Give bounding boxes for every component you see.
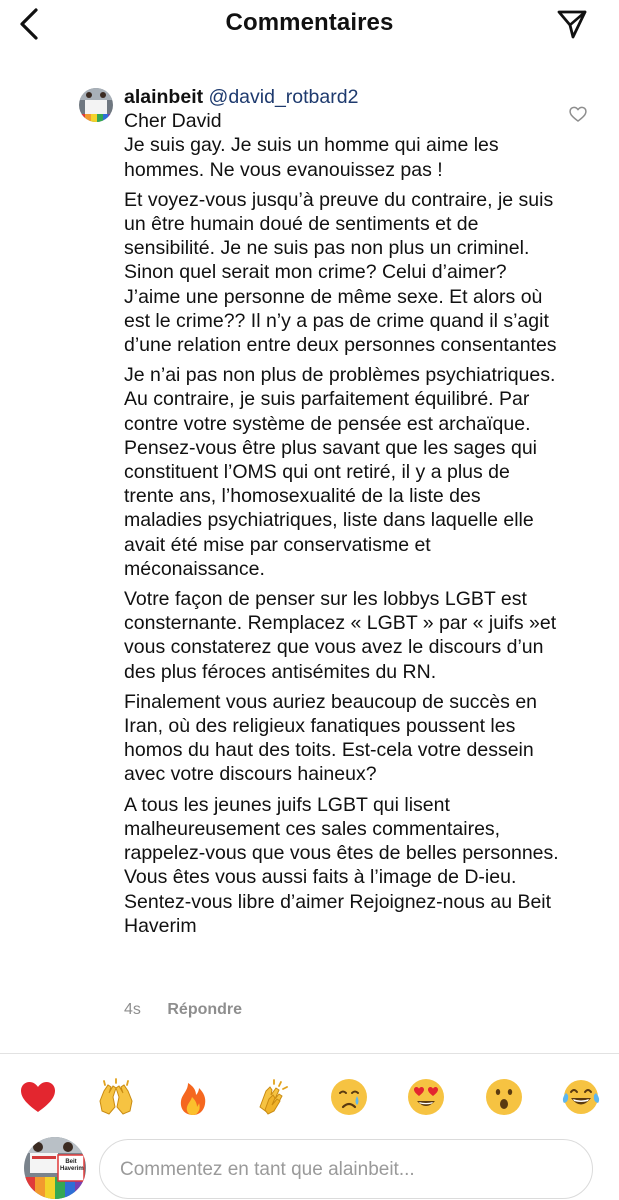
user-avatar[interactable] [24,1137,86,1199]
divider [0,1053,619,1054]
avatar-badge-text: Beit Haverim [60,1159,84,1172]
comment-paragraph: Votre façon de penser sur les lobbys LGBT est consternante. Remplacez « LGBT » par « juifs »et vous constaterez que vous avez le discours d’un des plus féroces antisémites du RN. [124,588,557,683]
comment-paragraph: Je n’ai pas non plus de problèmes psychiatriques. Au contraire, je suis parfaitement équilibré. Par contre votre système de pensée est archaïque. Pensez-vous être plus savant que les sages qui constituent l’OMS qui ont retiré, il y a plus de trente ans, l’homosexualité de la liste des maladies psychiatriques, liste dans laquelle elle avait été mise par conservatisme et méconaissance. [124,364,556,580]
comment-header [124,85,564,109]
comment-paragraph: Finalement vous auriez beaucoup de succès en Iran, où des religieux fanatiques poussent les homos du haut des toits. Est-cela votre dessein avec votre discours haineux? [124,690,538,786]
heart-emoji-icon[interactable] [18,1077,58,1117]
fire-emoji-icon[interactable] [173,1077,213,1117]
comment-input[interactable] [118,1152,572,1188]
comment-mention[interactable]: @david_rotbard2 [208,86,359,108]
comment-paragraph: Cher David [124,110,222,133]
comment-author[interactable]: alainbeit [124,86,204,108]
surprised-face-emoji-icon[interactable] [484,1077,524,1117]
tears-of-joy-emoji-icon[interactable] [561,1077,601,1117]
top-bar [0,0,619,48]
comment-paragraph: Je suis gay. Je suis un homme qui aime les hommes. Ne vous evanouissez pas ! [124,134,499,181]
comment-composer[interactable] [99,1139,593,1199]
heart-eyes-emoji-icon[interactable] [406,1077,446,1117]
heart-outline-icon[interactable] [568,104,588,124]
paper-plane-icon[interactable] [556,8,588,40]
comment-meta [124,1001,242,1019]
page-title: Commentaires [225,9,394,36]
clapping-hands-emoji-icon[interactable] [252,1077,292,1117]
reply-button[interactable]: Répondre [167,1001,243,1018]
comment-body [124,85,564,944]
comment-timestamp: 4s [124,1001,141,1018]
comment-paragraph: Et voyez-vous jusqu’à preuve du contraire, je suis un être humain doué de sentiments et de sensibilité. Je ne suis pas non plus un criminel. Sinon quel serait mon crime? Celui d’aimer? J’aime une personne de même sexe. Et alors où est le crime?? Il n’y a pas de crime quand il s’agit d’une relation entre deux personnes consentantes [124,188,557,357]
avatar-image [79,88,113,122]
comment-paragraph: A tous les jeunes juifs LGBT qui lisent malheureusement ces sales commentaires, rappelez-vous que vous êtes de belles personnes. Vous êtes vous aussi faits à l’image de D-ieu. Sentez-vous libre d’aimer Rejoignez-nous au Beit Haverim [124,793,559,937]
commenter-avatar[interactable] [79,88,113,122]
crying-face-emoji-icon[interactable] [329,1077,369,1117]
raising-hands-emoji-icon[interactable] [96,1077,136,1117]
